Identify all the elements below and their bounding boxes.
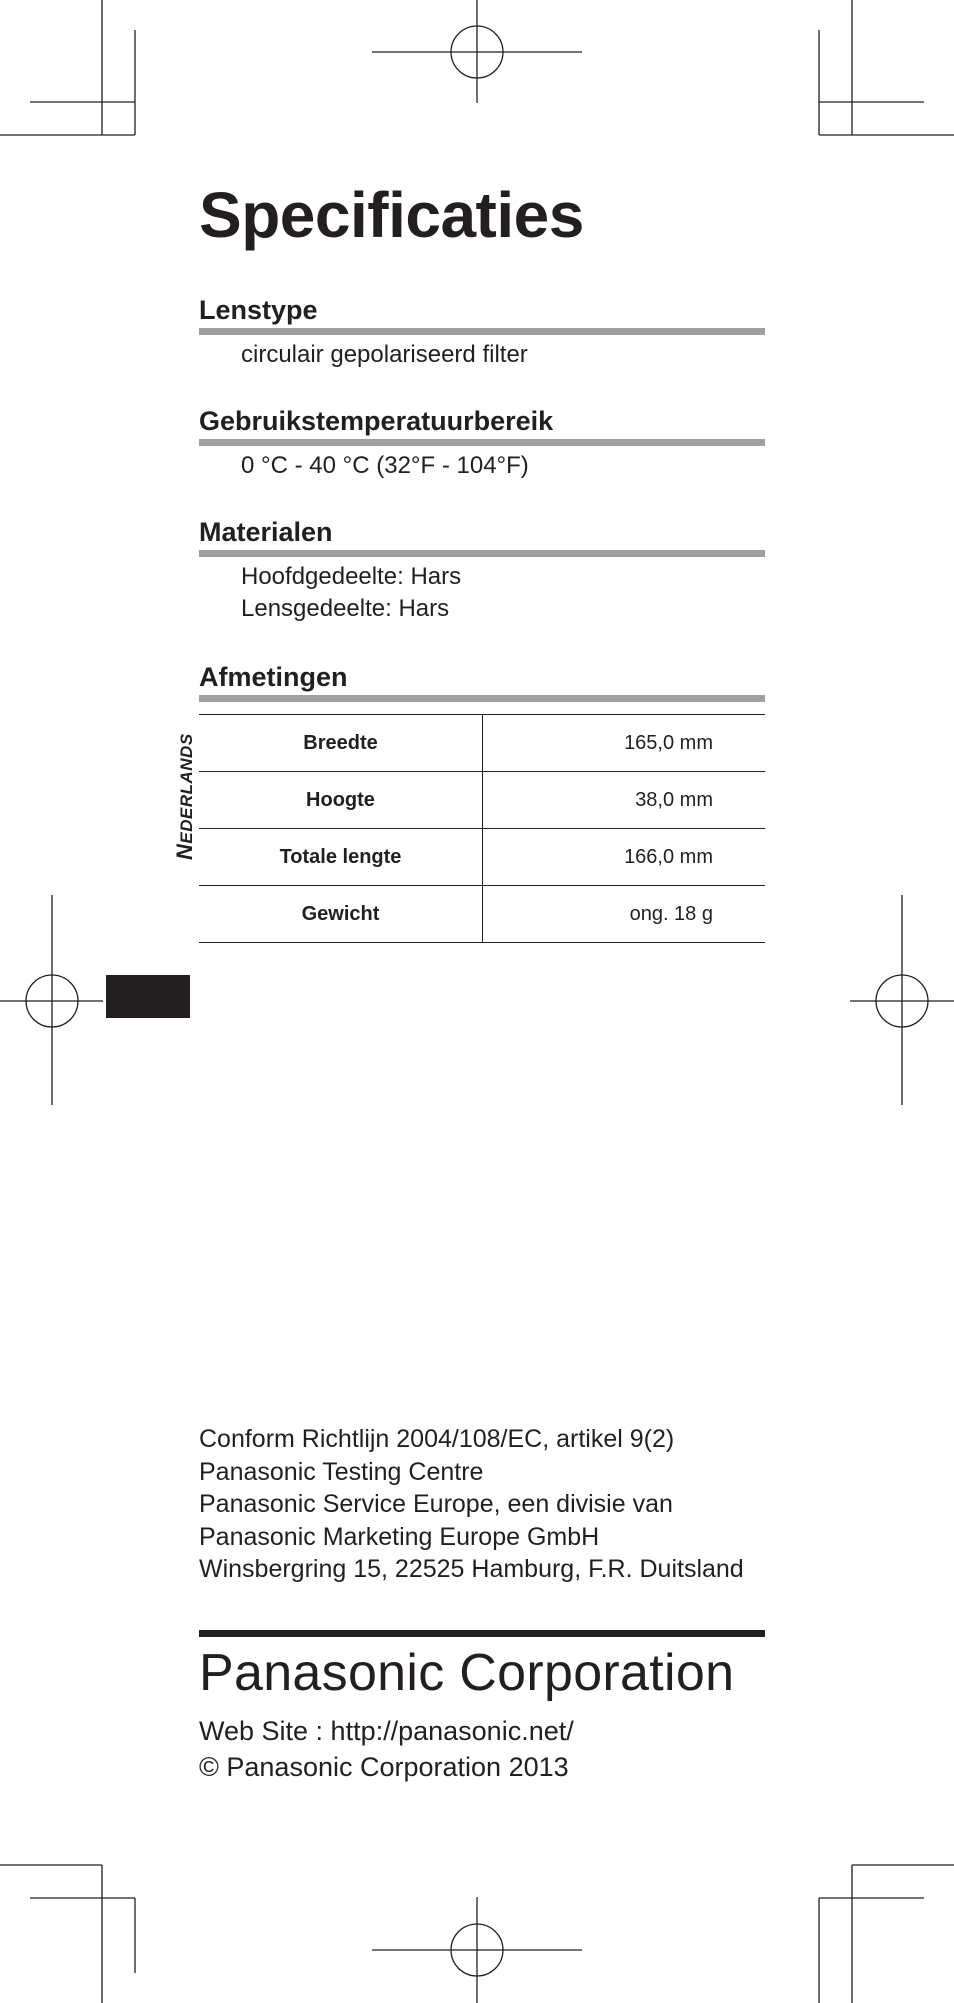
section-heading: Afmetingen: [199, 662, 348, 692]
section-line: Lensgedeelte: Hars: [241, 595, 450, 622]
footer-line: Panasonic Marketing Europe GmbH: [199, 1522, 600, 1551]
row-value: ong. 18 g: [483, 886, 766, 943]
table-row: [199, 886, 765, 943]
copyright-text: © Panasonic Corporation 2013: [199, 1752, 569, 1782]
footer-line: Winsbergring 15, 22525 Hamburg, F.R. Duitsland: [199, 1555, 744, 1583]
brand-name: Panasonic Corporation: [199, 1644, 735, 1702]
website-text: Web Site : http://panasonic.net/: [199, 1716, 574, 1746]
table-row: [199, 829, 765, 886]
section-heading: Lenstype: [199, 295, 318, 325]
row-value: 166,0 mm: [483, 829, 766, 886]
section-body: [199, 561, 765, 625]
row-label: Totale lengte: [199, 829, 483, 886]
row-label: Hoogte: [199, 772, 483, 829]
brand-divider: [199, 1630, 765, 1637]
table-row: [199, 715, 765, 772]
page-title: Specificaties: [199, 179, 584, 251]
section-lens-type: [199, 292, 765, 371]
section-materials: [199, 514, 765, 625]
section-heading: Gebruikstemperatuurbereik: [199, 406, 554, 436]
section-line: Hoofdgedeelte: Hars: [241, 563, 462, 590]
table-row: [199, 772, 765, 829]
section-line: 0 °C - 40 °C (32°F - 104°F): [241, 452, 529, 479]
footer-line: Panasonic Service Europe, een divisie van: [199, 1490, 673, 1518]
compliance-text: [199, 1423, 744, 1586]
section-line: circulair gepolariseerd filter: [241, 341, 528, 368]
section-temperature: [199, 403, 765, 482]
footer-line: Panasonic Testing Centre: [199, 1457, 484, 1486]
row-value: 165,0 mm: [483, 715, 766, 772]
section-body: [199, 450, 765, 482]
footer-line: Conform Richtlijn 2004/108/EC, artikel 9(2): [199, 1425, 675, 1453]
row-label: Breedte: [199, 715, 483, 772]
section-heading: Materialen: [199, 517, 333, 547]
row-value: 38,0 mm: [483, 772, 766, 829]
dimensions-table: [199, 714, 765, 943]
language-label: NEDERLANDS: [172, 733, 197, 860]
row-label: Gewicht: [199, 886, 483, 943]
section-divider: [199, 439, 765, 446]
language-tab-block: [106, 975, 190, 1018]
section-divider: [199, 328, 765, 335]
section-divider: [199, 695, 765, 702]
section-divider: [199, 550, 765, 557]
section-body: [199, 339, 765, 371]
contact-block: [199, 1713, 574, 1785]
section-dimensions: [199, 659, 765, 702]
